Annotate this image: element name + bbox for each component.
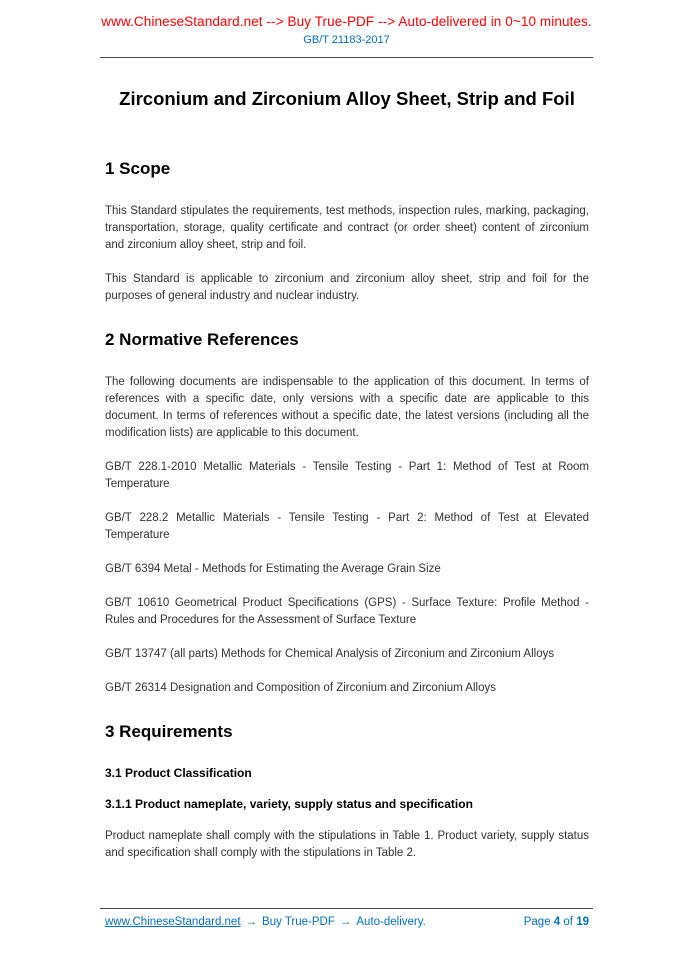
reference-item: GB/T 13747 (all parts) Methods for Chemical Analysis of Zirconium and Zirconium Alloys: [105, 648, 555, 660]
document-title: Zirconium and Zirconium Alloy Sheet, Strip and Foil: [119, 88, 575, 109]
subsection-3-1-1-heading: 3.1.1 Product nameplate, variety, supply status and specification: [105, 797, 473, 811]
total-pages: 19: [576, 916, 589, 928]
reference-item: GB/T 228.2 Metallic Materials - Tensile Testing - Part 2: Method of Test at Elevated Temperature: [105, 512, 589, 541]
reference-item: GB/T 228.1-2010 Metallic Materials - Tensile Testing - Part 1: Method of Test at Room Temperature: [105, 461, 589, 490]
footer-promo: [105, 916, 426, 928]
page-footer: [105, 916, 589, 928]
page-word: Page: [523, 916, 551, 928]
header-promo-link[interactable]: www.ChineseStandard.net --> Buy True-PDF --> Auto-delivered in 0~10 minutes.: [101, 14, 592, 29]
standard-number: GB/T 21183-2017: [303, 34, 390, 46]
normative-intro-paragraph: The following documents are indispensable to the application of this document. In terms of references with a specific date, only versions with a specific date are applicable to this document. In terms of references without a specific date, the latest versions (including all the modification lists) are applicable to this document.: [105, 376, 589, 439]
header-divider: [100, 57, 593, 58]
requirements-paragraph-1: Product nameplate shall comply with the stipulations in Table 1. Product variety, supply status and specification shall comply with the stipulations in Table 2.: [105, 830, 589, 859]
document-content: [105, 80, 589, 862]
section-1-heading: 1 Scope: [105, 159, 171, 178]
footer-buy-label: Buy True-PDF: [262, 916, 335, 928]
arrow-right-icon: →: [245, 916, 258, 928]
reference-item: GB/T 6394 Metal - Methods for Estimating the Average Grain Size: [105, 563, 441, 575]
footer-divider: [100, 908, 593, 909]
reference-item: GB/T 26314 Designation and Composition of Zirconium and Zirconium Alloys: [105, 682, 496, 694]
page-indicator: [524, 916, 589, 928]
of-word: of: [563, 916, 573, 928]
subsection-3-1-heading: 3.1 Product Classification: [105, 766, 252, 780]
reference-item: GB/T 10610 Geometrical Product Specifications (GPS) - Surface Texture: Profile Method - Rules and Procedures for the Assessment of Surface Texture: [105, 597, 589, 626]
arrow-right-icon: →: [339, 916, 352, 928]
scope-paragraph-2: This Standard is applicable to zirconium and zirconium alloy sheet, strip and foil for the purposes of general industry and nuclear industry.: [105, 273, 589, 302]
footer-delivery-label: Auto-delivery.: [356, 916, 426, 928]
section-2-heading: 2 Normative References: [105, 330, 299, 349]
footer-site-link[interactable]: www.ChineseStandard.net: [105, 916, 241, 928]
section-3-heading: 3 Requirements: [105, 722, 233, 741]
page-number: 4: [553, 916, 561, 928]
scope-paragraph-1: This Standard stipulates the requirements, test methods, inspection rules, marking, packaging, transportation, storage, quality certificate and contract (or order sheet) content of zirconium and zirconium alloy sheet, strip and foil.: [105, 205, 589, 251]
